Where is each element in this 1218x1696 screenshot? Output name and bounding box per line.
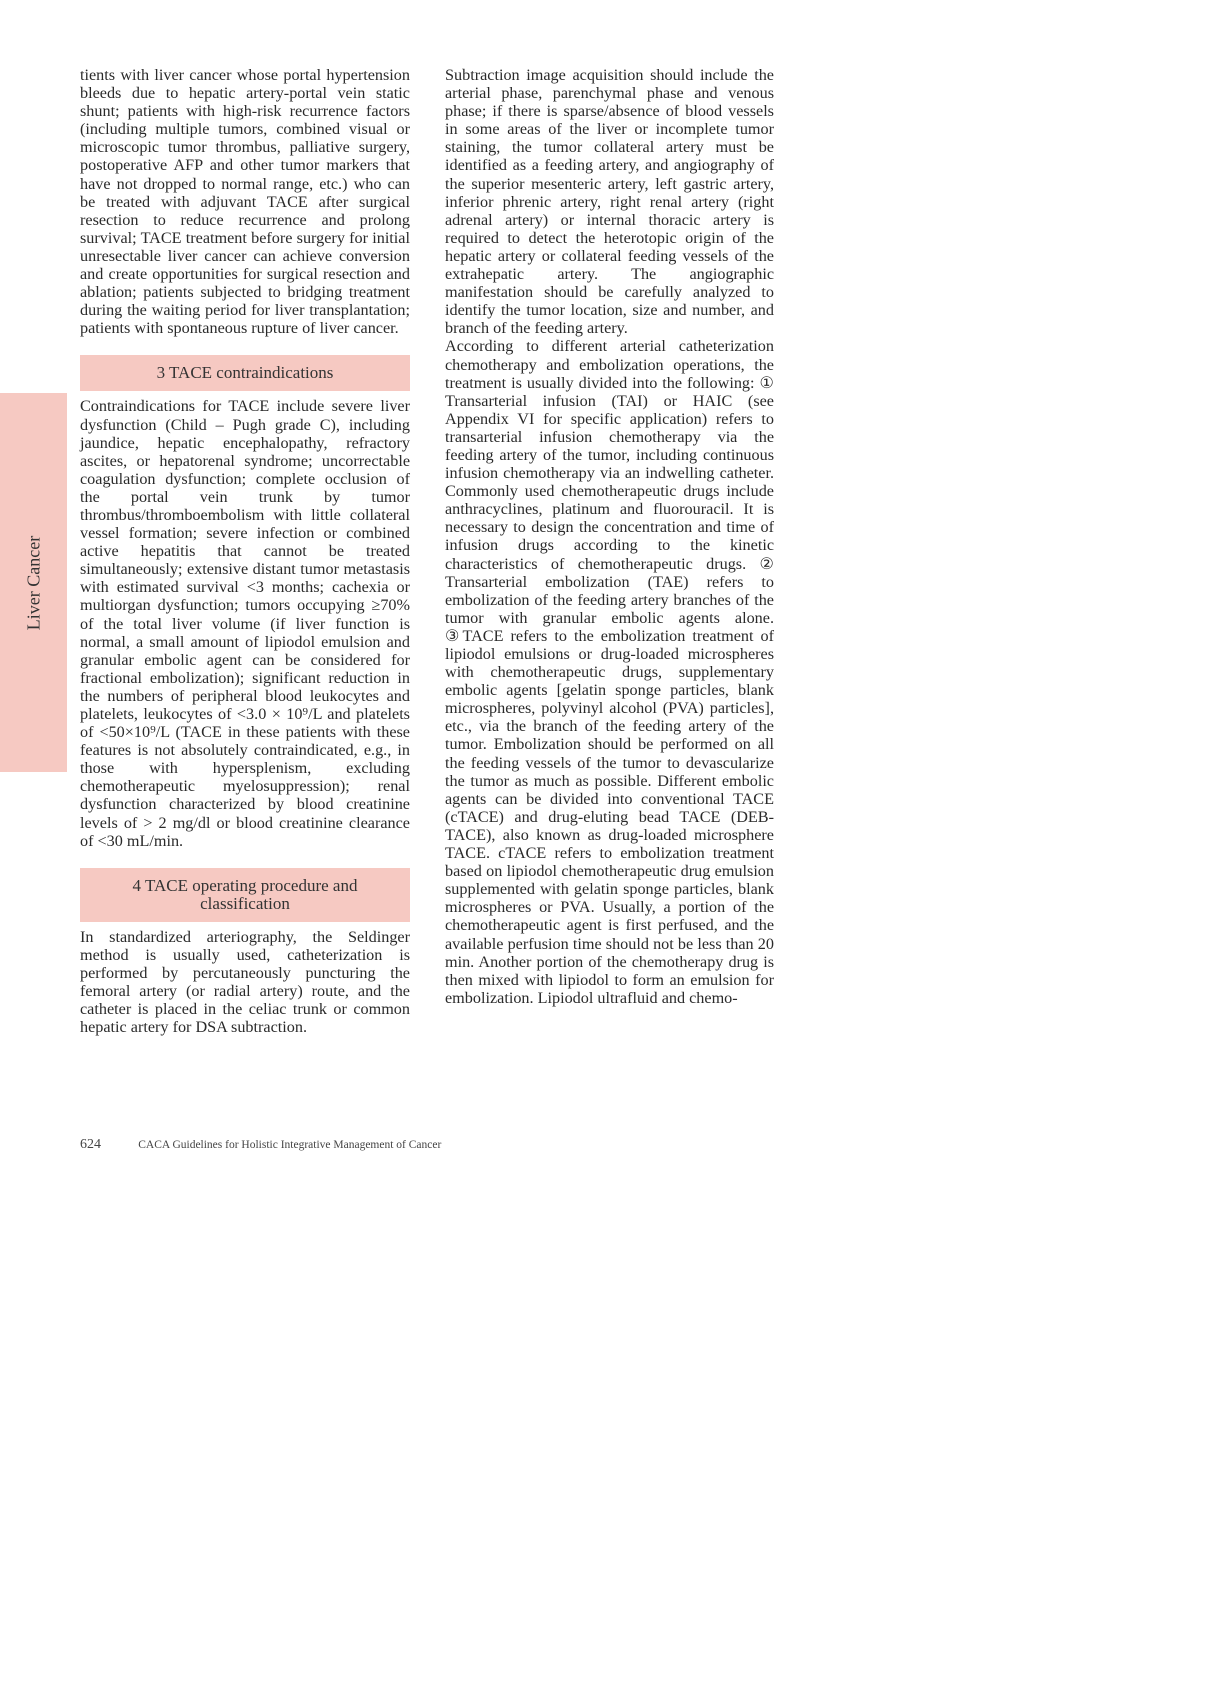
left-paragraph-3: In standardized arteriography, the Seldinger method is usually used, catheterization is performed by percutaneously puncturing the femoral artery (or radial artery) route, and the catheter is placed in the celiac trunk or common hepatic artery for DSA subtraction. [80,927,410,1037]
section-heading-4: 4 TACE operating procedure and classification [80,868,410,922]
right-paragraph-1: Subtraction image acquisition should include the arterial phase, parenchymal phase and venous phase; if there is sparse/absence of blood vessels in some areas of the liver or incomplete tumor staining, the tumor collateral artery must be identified as a feeding artery, and angiography of the superior mesenteric artery, left gastric artery, inferior phrenic artery, right renal artery (right adrenal artery) or internal thoracic artery is required to detect the heterotopic origin of the hepatic artery or collateral feeding vessels of the extrahepatic artery. The angiographic manifestation should be carefully analyzed to identify the tumor location, size and number, and branch of the feeding artery. [445,66,774,338]
page-footer [80,1136,441,1153]
section-heading-3: 3 TACE contraindications [80,355,410,391]
left-column [80,66,410,1036]
right-paragraph-2: According to different arterial catheterization chemotherapy and embolization operations, the treatment is usually divided into the following: ① Transarterial infusion (TAI) or HAIC (see Appendix VI for specific application) refers to transarterial infusion chemotherapy via the feeding artery of the tumor, including continuous infusion chemotherapy via an indwelling catheter. Commonly used chemotherapeutic drugs include anthracyclines, platinum and fluorouracil. It is necessary to design the concentration and time of infusion drugs according to the kinetic characteristics of chemotherapeutic drugs. ② Transarterial embolization (TAE) refers to embolization of the feeding artery branches of the tumor with granular embolic agents alone. ③TACE refers to the embolization treatment of lipiodol emulsions or drug-loaded microspheres with chemotherapeutic drugs, supplementary embolic agents [gelatin sponge particles, blank microspheres, polyvinyl alcohol (PVA) particles], etc., via the branch of the feeding artery of the tumor. Embolization should be performed on all the feeding vessels of the tumor to devascularize the tumor as much as possible. Different embolic agents can be divided into conventional TACE (cTACE) and drug-eluting bead TACE (DEB-TACE), also known as drug-loaded microsphere TACE. cTACE refers to embolization treatment based on lipiodol chemotherapeutic drug emulsion supplemented with gelatin sponge particles, blank microspheres or PVA. Usually, a portion of the chemotherapeutic agent is first perfused, and the available perfusion time should not be less than 20 min. Another portion of the chemotherapy drug is then mixed with lipiodol to form an emulsion for embolization. Lipiodol ultrafluid and chemo- [445,337,774,1007]
left-paragraph-2: Contraindications for TACE include severe liver dysfunction (Child – Pugh grade C), including jaundice, hepatic encephalopathy, refractory ascites, or hepatorenal syndrome; uncorrectable coagulation dysfunction; complete occlusion of the portal vein trunk by tumor thrombus/thromboembolism with little collateral vessel formation; severe infection or combined active hepatitis that cannot be treated simultaneously; extensive distant tumor metastasis with estimated survival <3 months; cachexia or multiorgan dysfunction; tumors occupying ≥70% of the total liver volume (if liver function is normal, a small amount of lipiodol emulsion and granular embolic agent can be considered for fractional embolization); significant reduction in the numbers of peripheral blood leukocytes and platelets, leukocytes of <3.0 × 10⁹/L and platelets of <50×10⁹/L (TACE in these patients with these features is not absolutely contraindicated, e.g., in those with hypersplenism, excluding chemotherapeutic myelosuppression); renal dysfunction characterized by blood creatinine levels of > 2 mg/dl or blood creatinine clearance of <30 mL/min. [80,397,410,850]
right-column [445,66,774,1007]
left-paragraph-1: tients with liver cancer whose portal hypertension bleeds due to hepatic artery-portal vein static shunt; patients with high-risk recurrence factors (including multiple tumors, combined visual or microscopic tumor thrombus, palliative surgery, postoperative AFP and other tumor markers that have not dropped to normal range, etc.) who can be treated with adjuvant TACE after surgical resection to reduce recurrence and prolong survival; TACE treatment before surgery for initial unresectable liver cancer can achieve conversion and create opportunities for surgical resection and ablation; patients subjected to bridging treatment during the waiting period for liver transplantation; patients with spontaneous rupture of liver cancer. [80,66,410,338]
side-tab-label: Liver Cancer [23,535,43,630]
footer-book-title: CACA Guidelines for Holistic Integrative Management of Cancer [138,1139,442,1151]
page-number: 624 [80,1137,101,1152]
side-section-tab [0,393,67,772]
